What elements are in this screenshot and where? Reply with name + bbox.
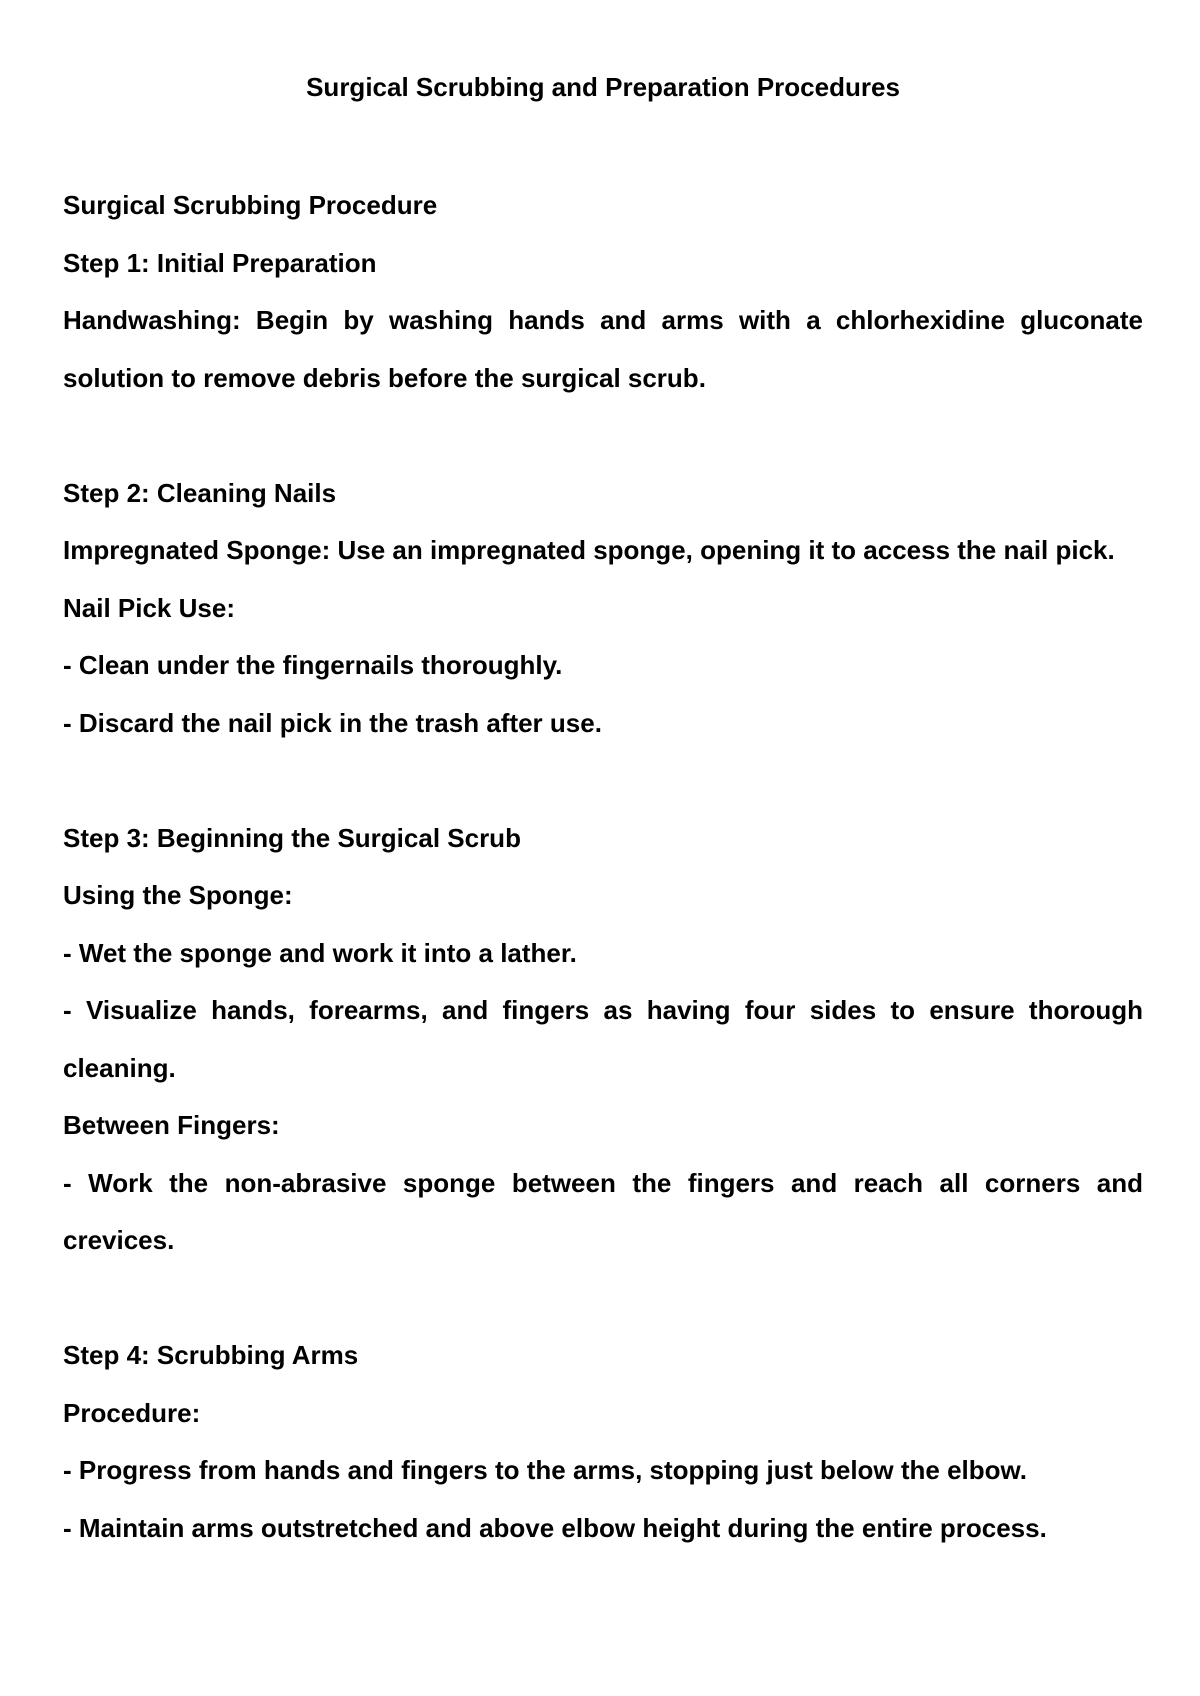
step2-sponge-paragraph: Impregnated Sponge: Use an impregnated sponge, opening it to access the nail pick. [63, 535, 1115, 565]
step4-bullet-item: - Progress from hands and fingers to the arms, stopping just below the elbow. [63, 1455, 1028, 1485]
spacer [63, 407, 1143, 465]
step3-sponge-bullet: - Visualize hands, forearms, and fingers as having four sides to ensure thorough cleaning. [63, 995, 1143, 1083]
step4-bullet-item: - Maintain arms outstretched and above elbow height during the entire process. [63, 1512, 1047, 1543]
step3-sponge-bullet: - Wet the sponge and work it into a lather. [63, 937, 577, 968]
document-title: Surgical Scrubbing and Preparation Procedures [306, 72, 900, 102]
step2-bullet-item: - Discard the nail pick in the trash after use. [63, 707, 602, 738]
spacer [63, 1270, 1143, 1328]
step3-fingers-bullet: - Work the non-abrasive sponge between the fingers and reach all corners and crevices. [63, 1167, 1143, 1255]
step4-procedure-label: Procedure: [63, 1397, 201, 1428]
step1-heading: Step 1: Initial Preparation [63, 247, 377, 278]
section-heading: Surgical Scrubbing Procedure [63, 190, 438, 220]
step2-heading: Step 2: Cleaning Nails [63, 477, 337, 508]
step3-sponge-label: Using the Sponge: [63, 880, 293, 910]
step2-bullet-item: - Clean under the fingernails thoroughly. [63, 650, 563, 680]
document-page [63, 62, 1143, 1557]
spacer [63, 752, 1143, 810]
step3-fingers-label: Between Fingers: [63, 1110, 280, 1140]
step4-heading: Step 4: Scrubbing Arms [63, 1340, 359, 1370]
step2-nail-pick-label: Nail Pick Use: [63, 592, 235, 623]
step3-heading: Step 3: Beginning the Surgical Scrub [63, 822, 521, 853]
step1-handwashing-paragraph: Handwashing: Begin by washing hands and arms with a chlorhexidine gluconate solution to remove debris before the surgical scrub. [63, 305, 1143, 393]
